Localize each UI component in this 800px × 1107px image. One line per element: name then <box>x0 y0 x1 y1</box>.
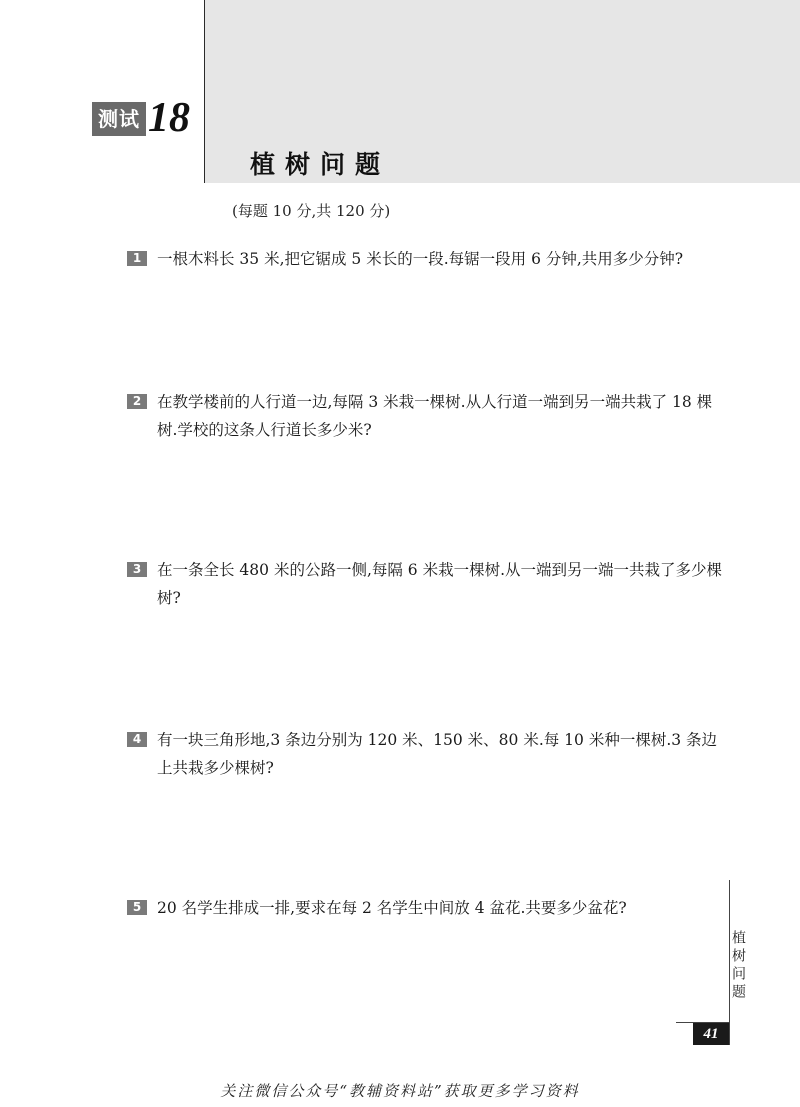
question-text: 20 名学生排成一排,要求在每 2 名学生中间放 4 盆花.共要多少盆花? <box>157 899 627 917</box>
footer-note: 关注微信公众号“教辅资料站”获取更多学习资料 <box>220 1082 580 1100</box>
question-text: 在教学楼前的人行道一边,每隔 3 米栽一棵树.从人行道一端到另一端共栽了 18 棵树.学校的这条人行道长多少米? <box>157 393 713 439</box>
question-number: 4 <box>127 732 147 747</box>
question-text: 一根木料长 35 米,把它锯成 5 米长的一段.每锯一段用 6 分钟,共用多少分钟? <box>157 250 684 268</box>
scoring-note: (每题 10 分,共 120 分) <box>232 202 391 220</box>
test-number: 18 <box>148 95 190 141</box>
test-label-box: 测试 <box>92 102 146 136</box>
question-number: 2 <box>127 394 147 409</box>
question-4 <box>127 726 727 782</box>
page-title: 植树问题 <box>250 150 391 179</box>
question-number: 1 <box>127 251 147 266</box>
page-number: 41 <box>693 1023 729 1045</box>
side-title: 植树问题 <box>730 930 746 1002</box>
question-number: 3 <box>127 562 147 577</box>
question-3 <box>127 556 727 612</box>
question-5 <box>127 894 727 922</box>
question-1 <box>127 245 727 273</box>
question-number: 5 <box>127 900 147 915</box>
test-label <box>92 95 190 141</box>
question-text: 有一块三角形地,3 条边分别为 120 米、150 米、80 米.每 10 米种一棵树.3 条边上共栽多少棵树? <box>157 731 718 777</box>
question-text: 在一条全长 480 米的公路一侧,每隔 6 米栽一棵树.从一端到另一端一共栽了多少棵树? <box>157 561 723 607</box>
question-2 <box>127 388 727 444</box>
header-divider <box>204 0 205 183</box>
